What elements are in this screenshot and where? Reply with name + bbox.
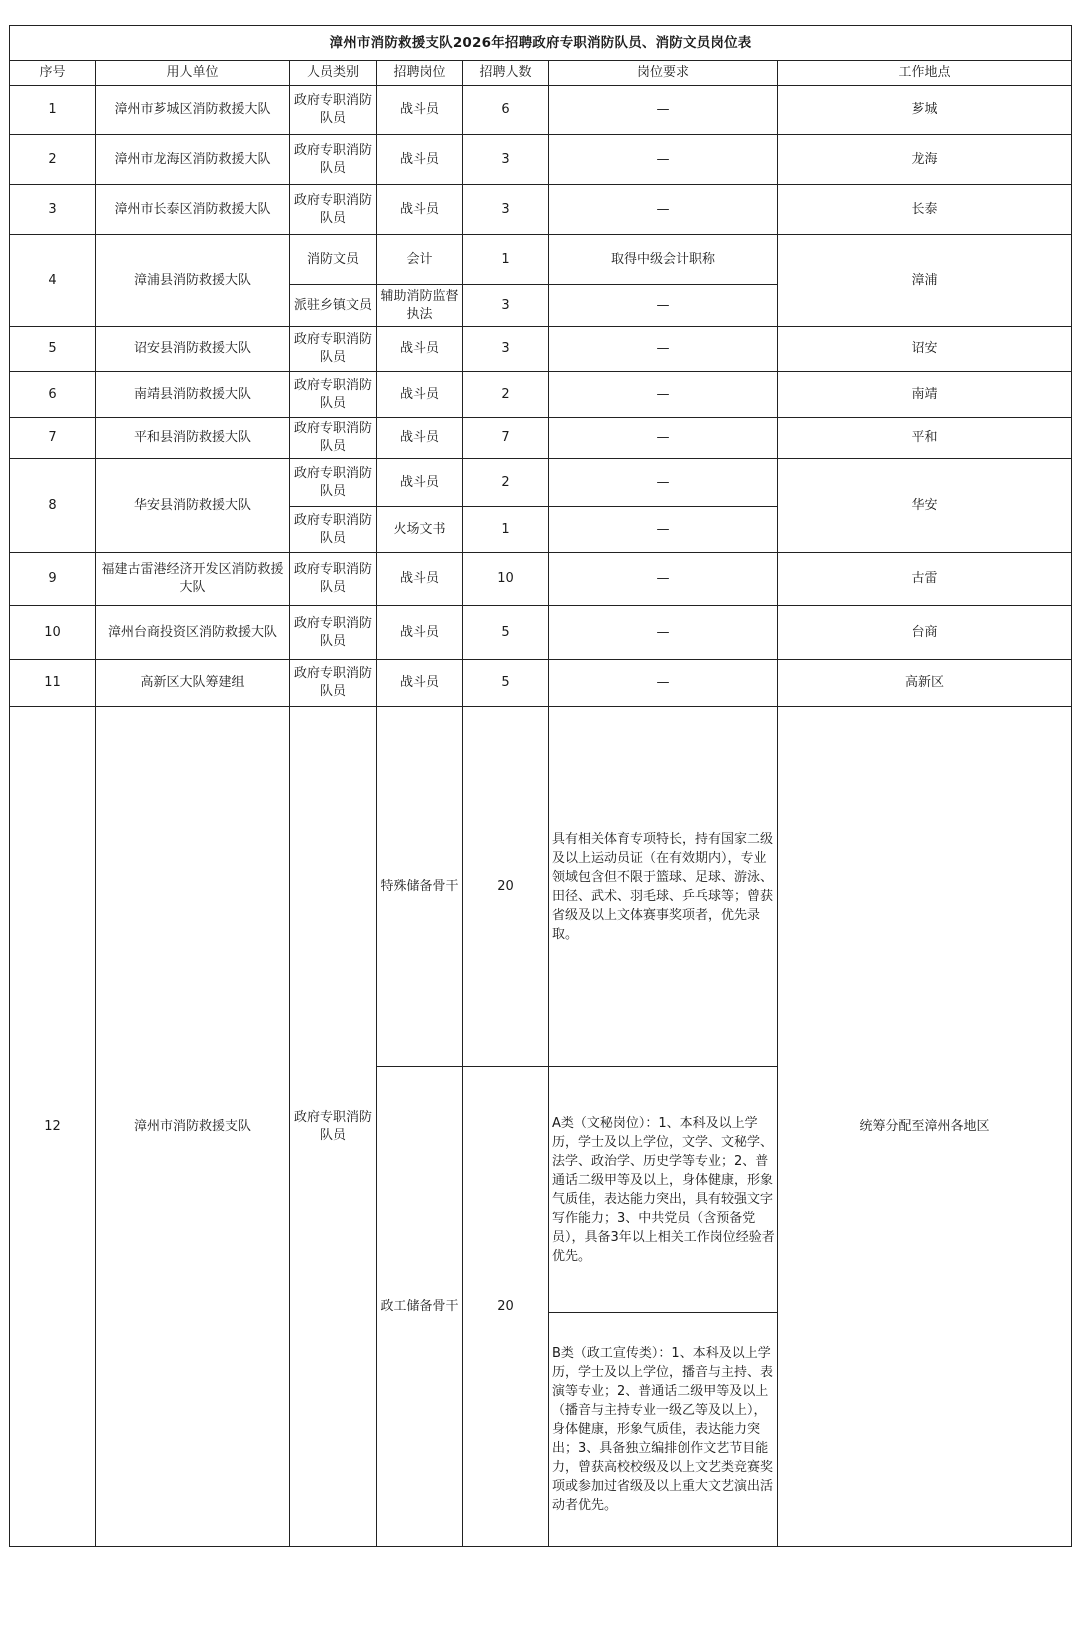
cell-no: 8 (10, 459, 96, 553)
cell-count: 6 (463, 86, 549, 135)
cell-category: 派驻乡镇文员 (290, 285, 377, 327)
table-row (10, 235, 1072, 285)
cell-no: 12 (10, 707, 96, 1547)
cell-requirement: — (549, 606, 778, 660)
cell-count: 3 (463, 135, 549, 185)
cell-unit: 南靖县消防救援大队 (96, 372, 290, 418)
cell-requirement: A类（文秘岗位）：1、本科及以上学历，学士及以上学位，文学、文秘学、法学、政治学、历史学等专业；2、普通话二级甲等及以上，身体健康，形象气质佳，表达能力突出，具有较强文字写作能力；3、中共党员（含预备党员），具备3年以上相关工作岗位经验者优先。 (549, 1067, 778, 1313)
cell-place: 平和 (778, 418, 1072, 459)
cell-count: 5 (463, 660, 549, 707)
cell-category: 政府专职消防队员 (290, 707, 377, 1547)
cell-place: 高新区 (778, 660, 1072, 707)
cell-requirement: B类（政工宣传类）：1、本科及以上学历，学士及以上学位，播音与主持、表演等专业；2、普通话二级甲等及以上（播音与主持专业一级乙等及以上），身体健康，形象气质佳，表达能力突出；3、具备独立编排创作文艺节目能力，曾获高校校级及以上文艺类竞赛奖项或参加过省级及以上重大文艺演出活动者优先。 (549, 1313, 778, 1547)
cell-category: 政府专职消防队员 (290, 327, 377, 372)
cell-post: 战斗员 (377, 606, 463, 660)
cell-requirement: — (549, 660, 778, 707)
cell-place: 台商 (778, 606, 1072, 660)
cell-requirement: — (549, 135, 778, 185)
header-unit: 用人单位 (96, 61, 290, 86)
cell-no: 9 (10, 553, 96, 606)
cell-no: 7 (10, 418, 96, 459)
cell-no: 11 (10, 660, 96, 707)
cell-no: 6 (10, 372, 96, 418)
table-title: 漳州市消防救援支队2026年招聘政府专职消防队员、消防文员岗位表 (10, 26, 1072, 61)
cell-no: 4 (10, 235, 96, 327)
header-count: 招聘人数 (463, 61, 549, 86)
cell-requirement: — (549, 285, 778, 327)
cell-count: 20 (463, 707, 549, 1067)
cell-unit: 华安县消防救援大队 (96, 459, 290, 553)
header-post: 招聘岗位 (377, 61, 463, 86)
table-row (10, 185, 1072, 235)
title-row (10, 26, 1072, 61)
table-row (10, 606, 1072, 660)
cell-place: 古雷 (778, 553, 1072, 606)
cell-post: 战斗员 (377, 372, 463, 418)
cell-no: 5 (10, 327, 96, 372)
cell-post: 战斗员 (377, 185, 463, 235)
cell-category: 政府专职消防队员 (290, 553, 377, 606)
header-category: 人员类别 (290, 61, 377, 86)
cell-post: 战斗员 (377, 327, 463, 372)
table-row (10, 327, 1072, 372)
cell-post: 战斗员 (377, 660, 463, 707)
cell-count: 20 (463, 1067, 549, 1547)
cell-place: 统筹分配至漳州各地区 (778, 707, 1072, 1547)
table-row (10, 418, 1072, 459)
cell-post: 战斗员 (377, 553, 463, 606)
cell-category: 政府专职消防队员 (290, 372, 377, 418)
cell-post: 会计 (377, 235, 463, 285)
header-no: 序号 (10, 61, 96, 86)
table-row (10, 135, 1072, 185)
cell-unit: 漳州市芗城区消防救援大队 (96, 86, 290, 135)
cell-category: 政府专职消防队员 (290, 418, 377, 459)
cell-unit: 诏安县消防救援大队 (96, 327, 290, 372)
cell-place: 长泰 (778, 185, 1072, 235)
cell-requirement: — (549, 459, 778, 507)
cell-place: 诏安 (778, 327, 1072, 372)
cell-requirement: — (549, 86, 778, 135)
cell-requirement: 取得中级会计职称 (549, 235, 778, 285)
recruitment-sheet (9, 25, 1071, 1625)
cell-category: 政府专职消防队员 (290, 135, 377, 185)
cell-requirement: — (549, 327, 778, 372)
cell-unit: 福建古雷港经济开发区消防救援大队 (96, 553, 290, 606)
cell-unit: 平和县消防救援大队 (96, 418, 290, 459)
cell-post: 特殊储备骨干 (377, 707, 463, 1067)
cell-category: 政府专职消防队员 (290, 86, 377, 135)
cell-post: 战斗员 (377, 459, 463, 507)
cell-no: 10 (10, 606, 96, 660)
cell-place: 芗城 (778, 86, 1072, 135)
header-requirement: 岗位要求 (549, 61, 778, 86)
cell-unit: 漳州市龙海区消防救援大队 (96, 135, 290, 185)
cell-category: 政府专职消防队员 (290, 660, 377, 707)
table-row (10, 660, 1072, 707)
header-place: 工作地点 (778, 61, 1072, 86)
cell-no: 3 (10, 185, 96, 235)
cell-requirement: — (549, 507, 778, 553)
cell-place: 南靖 (778, 372, 1072, 418)
cell-category: 消防文员 (290, 235, 377, 285)
cell-post: 战斗员 (377, 135, 463, 185)
cell-category: 政府专职消防队员 (290, 507, 377, 553)
cell-count: 3 (463, 327, 549, 372)
cell-place: 漳浦 (778, 235, 1072, 327)
cell-requirement: — (549, 553, 778, 606)
cell-requirement: — (549, 418, 778, 459)
cell-requirement: — (549, 372, 778, 418)
cell-place: 华安 (778, 459, 1072, 553)
cell-count: 3 (463, 185, 549, 235)
cell-count: 2 (463, 459, 549, 507)
cell-unit: 漳州市长泰区消防救援大队 (96, 185, 290, 235)
recruitment-table (9, 25, 1072, 1547)
cell-no: 2 (10, 135, 96, 185)
cell-post: 辅助消防监督执法 (377, 285, 463, 327)
cell-count: 7 (463, 418, 549, 459)
cell-count: 10 (463, 553, 549, 606)
cell-post: 战斗员 (377, 418, 463, 459)
cell-category: 政府专职消防队员 (290, 606, 377, 660)
cell-post: 政工储备骨干 (377, 1067, 463, 1547)
cell-no: 1 (10, 86, 96, 135)
cell-count: 3 (463, 285, 549, 327)
cell-unit: 漳州市消防救援支队 (96, 707, 290, 1547)
cell-place: 龙海 (778, 135, 1072, 185)
table-row (10, 86, 1072, 135)
cell-requirement: — (549, 185, 778, 235)
cell-count: 1 (463, 235, 549, 285)
cell-category: 政府专职消防队员 (290, 459, 377, 507)
table-row (10, 372, 1072, 418)
table-row (10, 707, 1072, 1067)
table-row (10, 553, 1072, 606)
cell-count: 2 (463, 372, 549, 418)
cell-count: 5 (463, 606, 549, 660)
table-row (10, 459, 1072, 507)
cell-count: 1 (463, 507, 549, 553)
cell-category: 政府专职消防队员 (290, 185, 377, 235)
cell-requirement: 具有相关体育专项特长，持有国家二级及以上运动员证（在有效期内），专业领域包含但不限于篮球、足球、游泳、田径、武术、羽毛球、乒乓球等；曾获省级及以上文体赛事奖项者，优先录取。 (549, 707, 778, 1067)
cell-post: 火场文书 (377, 507, 463, 553)
cell-unit: 高新区大队筹建组 (96, 660, 290, 707)
cell-unit: 漳浦县消防救援大队 (96, 235, 290, 327)
cell-post: 战斗员 (377, 86, 463, 135)
header-row (10, 61, 1072, 86)
cell-unit: 漳州台商投资区消防救援大队 (96, 606, 290, 660)
